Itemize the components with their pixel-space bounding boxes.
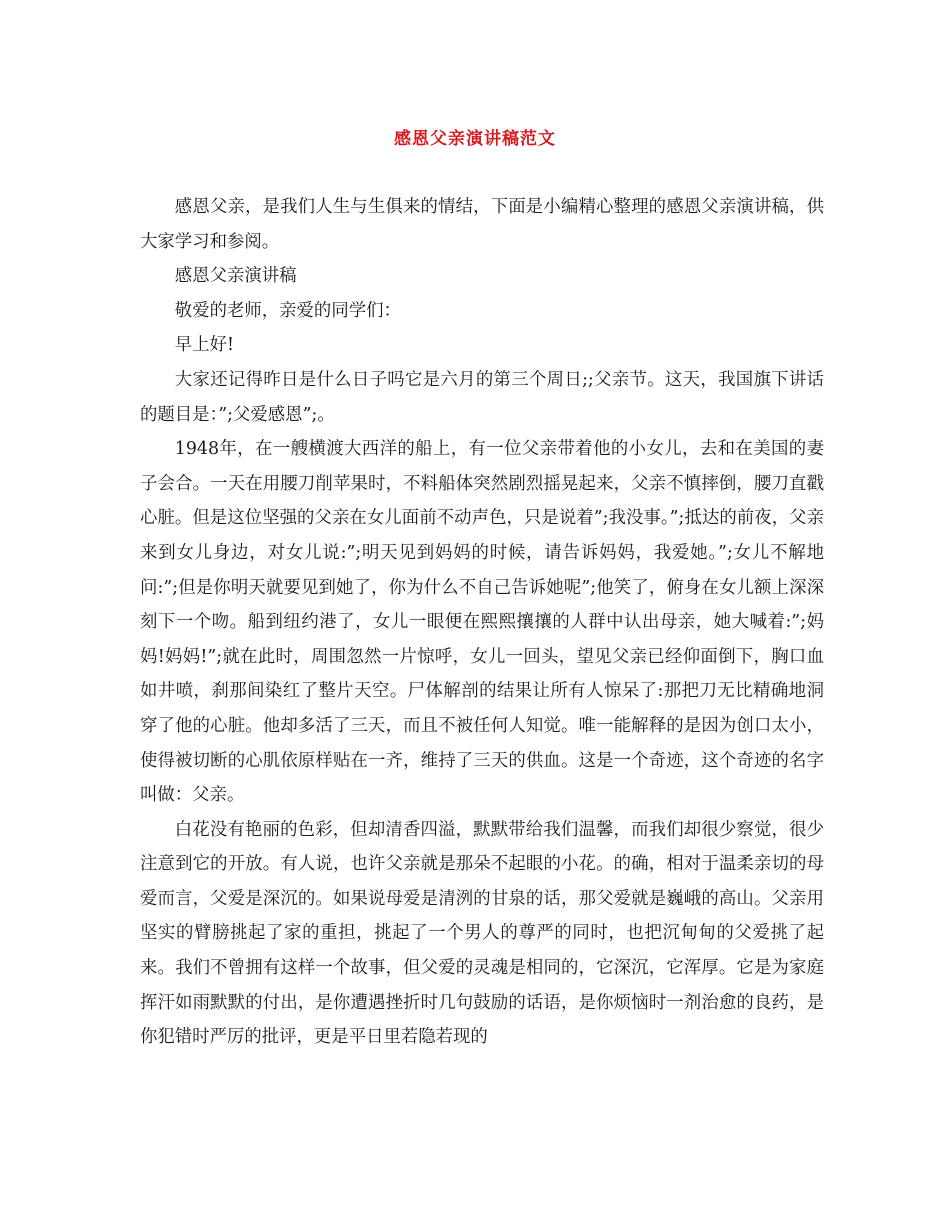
paragraph-fathers-day: 大家还记得昨日是什么日子吗它是六月的第三个周日;;父亲节。这天，我国旗下讲话的题目是：”;父爱感恩”;。: [140, 369, 824, 425]
intro-paragraph: 感恩父亲，是我们人生与生俱来的情结，下面是小编精心整理的感恩父亲演讲稿，供大家学习和参阅。: [140, 197, 824, 252]
speech-heading: 感恩父亲演讲稿: [174, 266, 297, 287]
document-title: 感恩父亲演讲稿范文: [394, 129, 556, 149]
paragraph-story-1948: 1948年，在一艘横渡大西洋的船上，有一位父亲带着他的小女儿，去和在美国的妻子会合。一天在用腰刀削苹果时，不料船体突然剧烈摇晃起来，父亲不慎摔倒，腰刀直戳心脏。但是这位坚强的父亲在女儿面前不动声色，只是说着”;我没事。”;抵达的前夜，父亲来到女儿身边，对女儿说:”;明天见到妈妈的时候，请告诉妈妈，我爱她。”;女儿不解地问:”;但是你明天就要见到她了，你为什么不自己告诉她呢”;他笑了，俯身在女儿额上深深刻下一个吻。船到纽约港了，女儿一眼便在熙熙攘攘的人群中认出母亲，她大喊着:”;妈妈!妈妈!”;就在此时，周围忽然一片惊呼，女儿一回头，望见父亲已经仰面倒下，胸口血如井喷，刹那间染红了整片天空。尸体解剖的结果让所有人惊呆了:那把刀无比精确地洞穿了他的心脏。他却多活了三天，而且不被任何人知觉。唯一能解释的是因为创口太小，使得被切断的心肌依原样贴在一齐，维持了三天的供血。这是一个奇迹，这个奇迹的名字叫做：父亲。: [140, 439, 824, 806]
paragraph-white-flower: 白花没有艳丽的色彩，但却清香四溢，默默带给我们温馨，而我们却很少察觉，很少注意到它的开放。有人说，也许父亲就是那朵不起眼的小花。的确，相对于温柔亲切的母爱而言，父爱是深沉的。如果说母爱是清洌的甘泉的话，那父爱就是巍峨的高山。父亲用坚实的臂膀挑起了家的重担，挑起了一个男人的尊严的同时，也把沉甸甸的父爱挑了起来。我们不曾拥有这样一个故事，但父爱的灵魂是相同的，它深沉，它浑厚。它是为家庭挥汗如雨默默的付出，是你遭遇挫折时几句鼓励的话语，是你烦恼时一剂治愈的良药，是你犯错时严厉的批评，更是平日里若隐若现的: [140, 819, 824, 1048]
greeting: 早上好!: [174, 335, 234, 356]
document-body: [140, 190, 824, 1055]
salutation: 敬爱的老师，亲爱的同学们：: [174, 300, 401, 321]
